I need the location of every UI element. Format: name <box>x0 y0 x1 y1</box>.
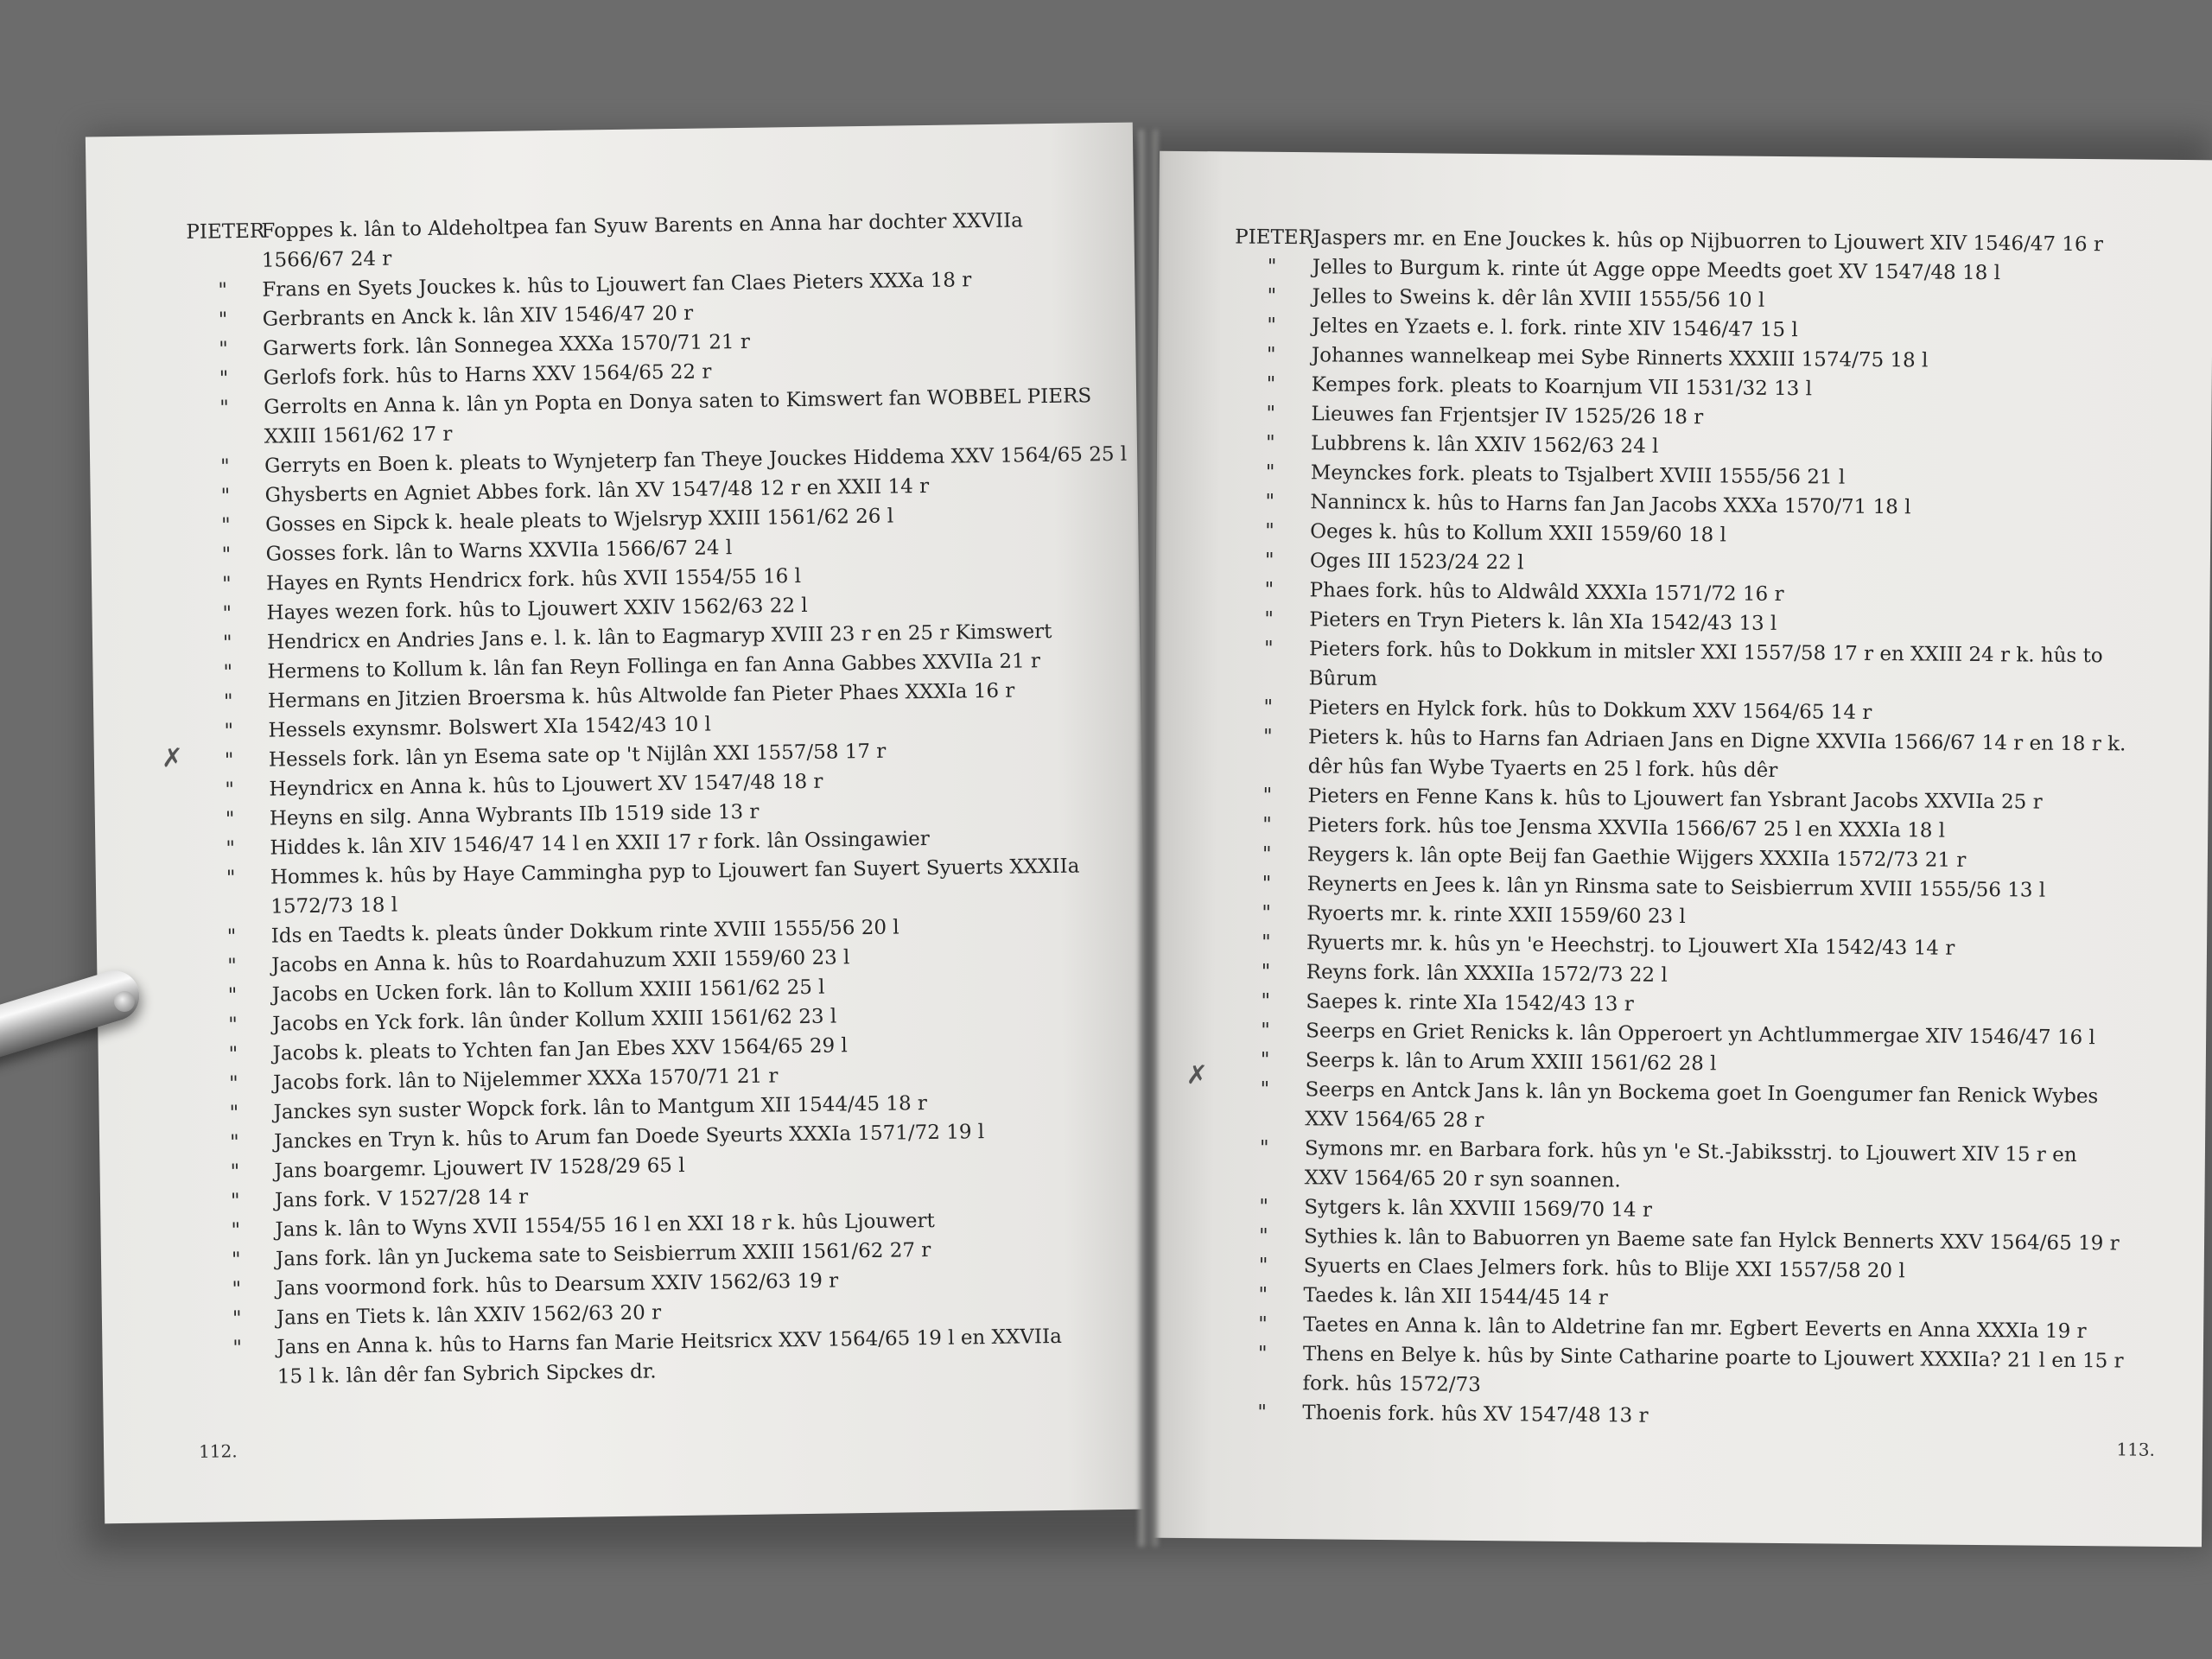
entry-text: Jacobs k. pleats to Ychten fan Jan Ebes XXV 1564/65 29 l <box>272 1034 848 1065</box>
entry-text: Symons mr. en Barbara fork. hûs yn 'e St.-Jabiksstrj. to Ljouwert XIV 15 r en <box>1304 1137 2077 1167</box>
entry-text: Ids en Taedts k. pleats ûnder Dokkum rinte XVIII 1555/56 20 l <box>270 916 899 948</box>
entry-text: Gerrolts en Anna k. lân yn Popta en Donya saten to Kimswert fan WOBBEL PIERS <box>264 385 1092 419</box>
entry-text: Jans en Anna k. hûs to Harns fan Marie Heitsricx XXV 1564/65 19 l en XXVIIa <box>276 1325 1062 1359</box>
ditto-mark: " <box>1260 1048 1270 1071</box>
entry-text: Reyns fork. lân XXXIIa 1572/73 22 l <box>1306 961 1668 987</box>
entry-text: Hayes en Rynts Hendricx fork. hûs XVII 1554/55 16 l <box>265 565 802 595</box>
ditto-mark: " <box>231 1249 241 1272</box>
ditto-mark: " <box>1259 1136 1269 1160</box>
ditto-mark: " <box>227 955 238 978</box>
ditto-mark: " <box>1267 255 1277 278</box>
ditto-mark: " <box>1264 578 1274 601</box>
entry-text: Jelles to Burgum k. rinte út Agge oppe Meedts goet XV 1547/48 18 l <box>1312 256 2001 285</box>
entry-text: Jeltes en Yzaets e. l. fork. rinte XIV 1546/47 15 l <box>1312 315 1798 342</box>
ditto-mark: " <box>223 690 233 714</box>
entry-heading: PIETER <box>1235 226 1314 250</box>
ditto-mark: " <box>1260 1077 1270 1101</box>
entry-text: Jans voormond fork. hûs to Dearsum XXIV 1562/63 19 r <box>276 1269 839 1300</box>
ditto-mark: " <box>1266 343 1276 366</box>
ditto-mark: " <box>1257 1342 1268 1365</box>
ditto-mark: " <box>230 1160 240 1184</box>
entry-text: Jans boargemr. Ljouwert IV 1528/29 65 l <box>274 1154 685 1183</box>
ditto-mark: " <box>221 573 232 596</box>
entry-text: Pieters fork. hûs to Dokkum in mitsler XXI 1557/58 17 r en XXIII 24 r k. hûs to <box>1308 638 2103 668</box>
entry-text: 15 l k. lân dêr fan Sybrich Sipckes dr. <box>276 1360 657 1389</box>
entry-text: Oges III 1523/24 22 l <box>1309 550 1524 575</box>
book-gutter <box>1139 130 1158 1547</box>
ditto-mark: " <box>225 779 235 802</box>
margin-cross-mark: ✗ <box>1185 1060 1208 1091</box>
ditto-mark: " <box>232 1337 243 1360</box>
ditto-mark: " <box>1264 607 1274 631</box>
ditto-mark: " <box>1261 931 1271 954</box>
entry-text: Ryuerts mr. k. hûs yn 'e Heechstrj. to Ljouwert XIa 1542/43 14 r <box>1306 931 1955 960</box>
entry-text: Bûrum <box>1308 667 1378 690</box>
entry-text: Ryoerts mr. k. rinte XXII 1559/60 23 l <box>1306 902 1686 929</box>
entry-text: Jacobs fork. lân to Nijelemmer XXXa 1570/71 21 r <box>272 1065 779 1095</box>
entry-text: Hayes wezen fork. hûs to Ljouwert XXIV 1562/63 22 l <box>266 594 808 625</box>
entry-text: Sythies k. lân to Babuorren yn Baeme sate fan Hylck Bennerts XXV 1564/65 19 r <box>1303 1225 2120 1255</box>
entry-text: Jacobs en Anna k. hûs to Roardahuzum XXII 1559/60 23 l <box>271 946 850 977</box>
entry-text: Pieters en Fenne Kans k. hûs to Ljouwert fan Ysbrant Jacobs XXVIIa 25 r <box>1307 785 2043 814</box>
ditto-mark: " <box>1258 1283 1268 1306</box>
entry-text: Hessels fork. lân yn Esema sate op 't Nijlân XXI 1557/58 17 r <box>268 740 887 772</box>
entry-text: Reynerts en Jees k. lân yn Rinsma sate to Seisbierrum XVIII 1555/56 13 l <box>1306 873 2046 902</box>
entry-text: Hermens to Kollum k. lân fan Reyn Follinga en fan Anna Gabbes XXVIIa 21 r <box>267 650 1041 683</box>
entry-text: Janckes syn suster Wopck fork. lân to Mantgum XII 1544/45 18 r <box>273 1092 928 1124</box>
ditto-mark: " <box>224 720 234 743</box>
ditto-mark: " <box>1267 314 1276 337</box>
entry-text: Thens en Belye k. hûs by Sinte Catharine poarte to Ljouwert XXXIIa? 21 l en 15 r <box>1302 1343 2124 1373</box>
ditto-mark: " <box>222 602 232 626</box>
entry-text: Jelles to Sweins k. dêr lân XVIII 1555/56 10 l <box>1312 285 1765 312</box>
entry-text: Foppes k. lân to Aldeholtpea fan Syuw Barents en Anna har dochter XXVIIa <box>261 209 1024 243</box>
entry-text: Jans k. lân to Wyns XVII 1554/55 16 l en XXI 18 r k. hûs Ljouwert <box>275 1209 935 1242</box>
entry-text: Hiddes k. lân XIV 1546/47 14 l en XXII 17 r fork. lân Ossingawier <box>270 827 930 860</box>
ditto-mark: " <box>229 1102 239 1125</box>
ditto-mark: " <box>231 1219 241 1243</box>
entry-text: Gerlofs fork. hûs to Harns XXV 1564/65 22 r <box>263 360 712 390</box>
ditto-mark: " <box>218 308 228 332</box>
ditto-mark: " <box>220 455 230 479</box>
entry-text: Reygers k. lân opte Beij fan Gaethie Wijgers XXXIIa 1572/73 21 r <box>1306 843 1967 872</box>
entry-text: Hessels exynsmr. Bolswert XIa 1542/43 10 l <box>268 713 712 742</box>
ditto-mark: " <box>220 485 231 508</box>
entry-text: Garwerts fork. lân Sonnegea XXXa 1570/71 21 r <box>263 330 751 360</box>
ditto-mark: " <box>1261 1019 1270 1042</box>
ditto-mark: " <box>222 632 232 655</box>
ditto-mark: " <box>1258 1254 1268 1277</box>
ditto-mark: " <box>224 749 234 772</box>
left-page-entries <box>186 205 1128 1393</box>
pen-tip <box>114 991 135 1012</box>
ditto-mark: " <box>1266 372 1276 396</box>
entry-text: Taetes en Anna k. lân to Aldetrine fan mr. Egbert Eeverts en Anna XXXIa 19 r <box>1303 1313 2087 1344</box>
ditto-mark: " <box>229 1131 239 1154</box>
ditto-mark: " <box>228 1014 238 1037</box>
ditto-mark: " <box>1263 725 1273 748</box>
ditto-mark: " <box>1257 1401 1267 1424</box>
right-page <box>1147 151 2212 1548</box>
entry-text: Lubbrens k. lân XXIV 1562/63 24 l <box>1310 432 1659 458</box>
right-page-entries <box>1224 222 2187 1435</box>
ditto-mark: " <box>1258 1313 1268 1336</box>
entry-text: Johannes wannelkeap mei Sybe Rinnerts XXXIII 1574/75 18 l <box>1311 344 1929 372</box>
ditto-mark: " <box>219 367 229 391</box>
entry-text: Lieuwes fan Frjentsjer IV 1525/26 18 r <box>1311 403 1704 429</box>
ditto-mark: " <box>219 338 229 361</box>
ditto-mark: " <box>1267 284 1277 308</box>
entry-text: Meynckes fork. pleats to Tsjalbert XVIII 1555/56 21 l <box>1310 461 1846 489</box>
entry-text: Phaes fork. hûs to Aldwâld XXXIa 1571/72 16 r <box>1309 579 1784 607</box>
entry-text: dêr hûs fan Wybe Tyaerts en 25 l fork. hûs dêr <box>1307 755 1778 782</box>
ditto-mark: " <box>228 1072 238 1096</box>
entry-text: Saepes k. rinte XIa 1542/43 13 r <box>1306 990 1634 1016</box>
ditto-mark: " <box>1265 519 1274 543</box>
entry-text: fork. hûs 1572/73 <box>1302 1372 1481 1397</box>
entry-text: Gerbrants en Anck k. lân XIV 1546/47 20 r <box>262 302 694 331</box>
entry-text: Pieters en Tryn Pieters k. lân XIa 1542/43 13 l <box>1309 608 1777 635</box>
entry-text: Jaspers mr. en Ene Jouckes k. hûs op Nijbuorren to Ljouwert XIV 1546/47 16 r <box>1313 226 2104 257</box>
entry-text: Pieters k. hûs to Harns fan Adriaen Jans en Digne XXVIIa 1566/67 14 r en 18 r k. <box>1307 726 2126 756</box>
entry-text: Jacobs en Ucken fork. lân to Kollum XXIII 1561/62 25 l <box>271 976 825 1007</box>
ditto-mark: " <box>221 543 232 567</box>
entry-text: Syuerts en Claes Jelmers fork. hûs to Blije XXI 1557/58 20 l <box>1303 1255 1905 1283</box>
entry-text: Hendricx en Andries Jans e. l. k. lân to Eagmaryp XVIII 23 r en 25 r Kimswert <box>266 620 1052 654</box>
ditto-mark: " <box>1262 784 1273 807</box>
entry-text: 1572/73 18 l <box>270 893 398 918</box>
entry-text: Gerryts en Boen k. pleats to Wynjeterp fan Theye Jouckes Hiddema XXV 1564/65 25 l <box>264 442 1128 478</box>
ditto-mark: " <box>227 984 238 1007</box>
entry-text: Seerps en Griet Renicks k. lân Opperoert yn Achtlummergae XIV 1546/47 16 l <box>1306 1020 2095 1050</box>
entry-text: 1566/67 24 r <box>261 247 392 272</box>
entry-text: Pieters fork. hûs toe Jensma XXVIIa 1566/67 25 l en XXXIa 18 l <box>1307 814 1946 842</box>
ditto-mark: " <box>1259 1195 1269 1218</box>
ditto-mark: " <box>1262 842 1272 866</box>
ditto-mark: " <box>1265 461 1275 484</box>
ditto-mark: " <box>1262 872 1272 895</box>
entry-text: XXV 1564/65 28 r <box>1305 1108 1484 1133</box>
ditto-mark: " <box>226 837 236 861</box>
ditto-mark: " <box>1262 813 1272 836</box>
ditto-mark: " <box>1266 402 1276 425</box>
ditto-mark: " <box>226 867 236 890</box>
entry-text: Frans en Syets Jouckes k. hûs to Ljouwert fan Claes Pieters XXXa 18 r <box>262 269 972 302</box>
ditto-mark: " <box>228 1043 238 1066</box>
ditto-mark: " <box>1262 901 1272 925</box>
entry-text: Gosses en Sipck k. heale pleats to Wjelsryp XXIII 1561/62 26 l <box>264 505 894 537</box>
entry-text: Heyns en silg. Anna Wybrants IIb 1519 side 13 r <box>269 800 760 830</box>
ditto-mark: " <box>232 1278 242 1301</box>
entry-text: Taedes k. lân XII 1544/45 14 r <box>1303 1284 1608 1310</box>
entry-text: Nannincx k. hûs to Harns fan Jan Jacobs XXXa 1570/71 18 l <box>1310 491 1911 519</box>
entry-text: Jans en Tiets k. lân XXIV 1562/63 20 r <box>276 1301 662 1330</box>
entry-text: Kempes fork. pleats to Koarnjum VII 1531/32 13 l <box>1311 373 1813 401</box>
entry-text: Jans fork. lân yn Juckema sate to Seisbierrum XXIII 1561/62 27 r <box>275 1239 931 1271</box>
entry-text: Thoenis fork. hûs XV 1547/48 13 r <box>1302 1402 1649 1427</box>
entry-text: XXIII 1561/62 17 r <box>264 423 453 448</box>
ditto-mark: " <box>1261 960 1271 983</box>
margin-cross-mark: ✗ <box>161 743 184 774</box>
ditto-mark: " <box>220 514 231 537</box>
entry-text: Ghysberts en Agniet Abbes fork. lân XV 1547/48 12 r en XXII 14 r <box>264 474 930 507</box>
entry-text: Gosses fork. lân to Warns XXVIIa 1566/67 24 l <box>265 537 733 566</box>
ditto-mark: " <box>1258 1224 1268 1248</box>
entry-text: Janckes en Tryn k. hûs to Arum fan Doede Syeurts XXXIa 1571/72 19 l <box>273 1121 985 1154</box>
ditto-mark: " <box>1261 989 1271 1013</box>
entry-text: Jans fork. V 1527/28 14 r <box>274 1185 529 1212</box>
ditto-mark: " <box>223 661 233 684</box>
ditto-mark: " <box>219 397 230 420</box>
entry-heading: PIETER <box>186 219 265 244</box>
ditto-mark: " <box>1265 431 1275 454</box>
entry-text: Pieters en Hylck fork. hûs to Dokkum XXV 1564/65 14 r <box>1308 696 1872 724</box>
entry-text: Seerps k. lân to Arum XXIII 1561/62 28 l <box>1305 1049 1717 1076</box>
ditto-mark: " <box>1265 490 1275 513</box>
ditto-mark: " <box>1263 696 1274 719</box>
ditto-mark: " <box>226 925 237 949</box>
ditto-mark: " <box>225 808 235 831</box>
entry-text: Oeges k. hûs to Kollum XXII 1559/60 18 l <box>1310 520 1726 547</box>
right-page-number: 113. <box>2116 1439 2156 1460</box>
entry-text: Heyndricx en Anna k. hûs to Ljouwert XV 1547/48 18 r <box>269 770 823 801</box>
entry-text: Seerps en Antck Jans k. lân yn Bockema goet In Goengumer fan Renick Wybes <box>1305 1078 2099 1109</box>
ditto-mark: " <box>218 279 228 302</box>
ditto-mark: " <box>230 1190 240 1213</box>
entry-text: Hommes k. hûs by Haye Cammingha pyp to Ljouwert fan Suyert Syuerts XXXIIa <box>270 855 1080 889</box>
entry-text: XXV 1564/65 20 r syn soannen. <box>1304 1166 1621 1192</box>
ditto-mark: " <box>232 1307 242 1331</box>
ditto-mark: " <box>1263 637 1274 660</box>
entry-text: Jacobs en Yck fork. lân ûnder Kollum XXIII 1561/62 23 l <box>272 1005 837 1036</box>
left-page-number: 112. <box>198 1440 238 1462</box>
left-page <box>86 123 1152 1524</box>
entry-text: Sytgers k. lân XXVIII 1569/70 14 r <box>1304 1196 1653 1222</box>
ditto-mark: " <box>1264 549 1274 572</box>
entry-text: Hermans en Jitzien Broersma k. hûs Altwolde fan Pieter Phaes XXXIa 16 r <box>267 679 1015 713</box>
